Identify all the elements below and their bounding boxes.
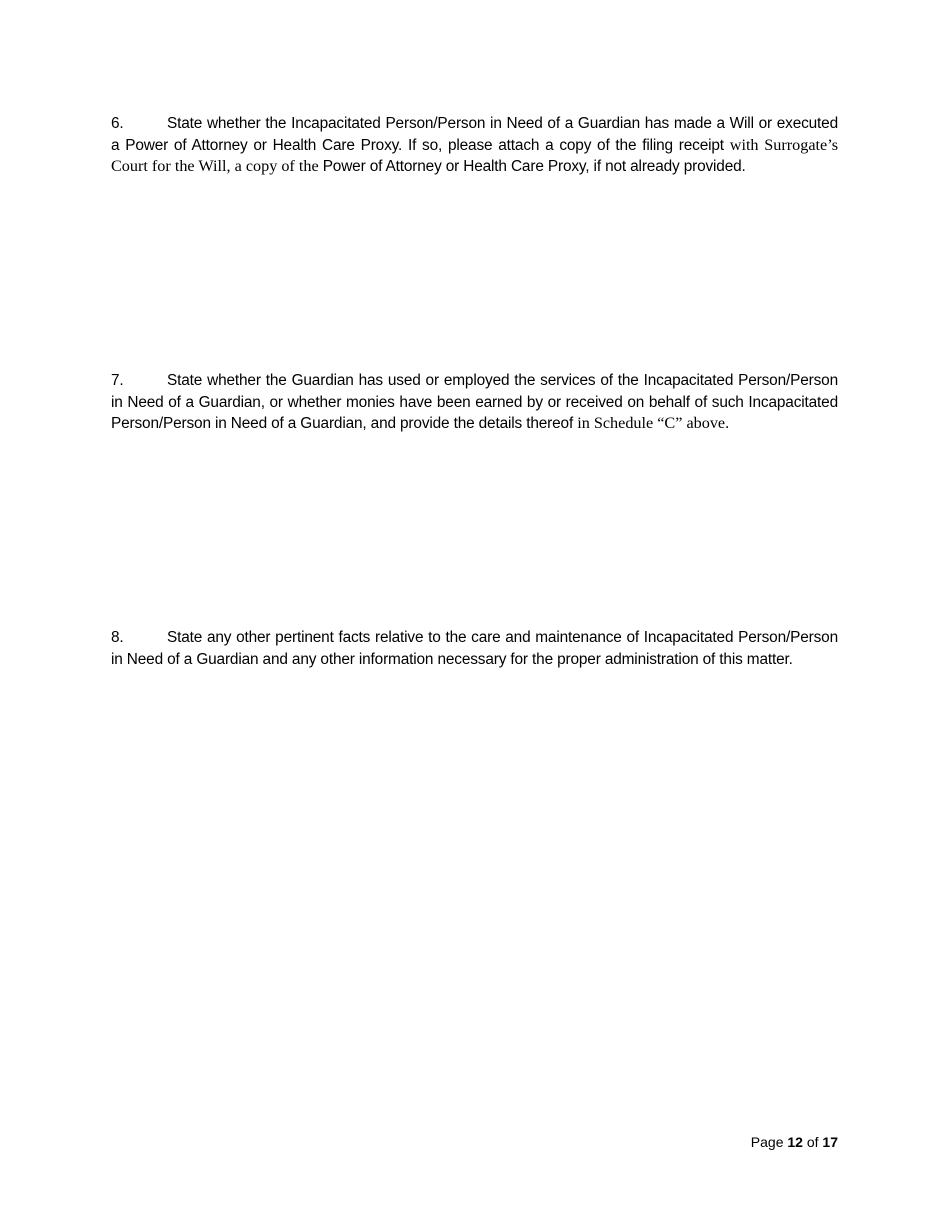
- question-number: 8.: [111, 629, 124, 646]
- question-text: State whether the Guardian has used or employed the services of the Incapacitated Person/Person in Need of a Guardian, or whether monies have been earned by or received on behalf of such Incapacitated Person/Person in Need of a Guardian, and provide the details thereof: [111, 372, 838, 432]
- page-label: Page: [750, 1134, 784, 1150]
- question-number: 7.: [111, 372, 124, 389]
- page-total: 17: [822, 1134, 838, 1150]
- question-6: [111, 113, 838, 178]
- page-footer: [751, 1133, 838, 1151]
- question-text: State whether the Incapacitated Person/Person in Need of a Guardian has made a Will or executed a Power of Attorney or Health Care Proxy. If so, please attach a copy of the filing receipt: [111, 115, 838, 154]
- of-label: of: [806, 1134, 819, 1150]
- question-text: State any other pertinent facts relative to the care and maintenance of Incapacitated Person/Person in Need of a Guardian and any other information necessary for the proper administration of this matter.: [111, 629, 838, 668]
- question-text-serif: with Surrogate’s Court for the Will, a copy of the: [111, 135, 839, 175]
- question-text-serif: in Schedule “C” above.: [577, 414, 730, 432]
- page-number: 12: [787, 1134, 803, 1150]
- question-number: 6.: [111, 115, 124, 132]
- question-text-end: Power of Attorney or Health Care Proxy, if not already provided.: [322, 158, 746, 175]
- question-8: [111, 627, 838, 670]
- question-7: [111, 370, 838, 435]
